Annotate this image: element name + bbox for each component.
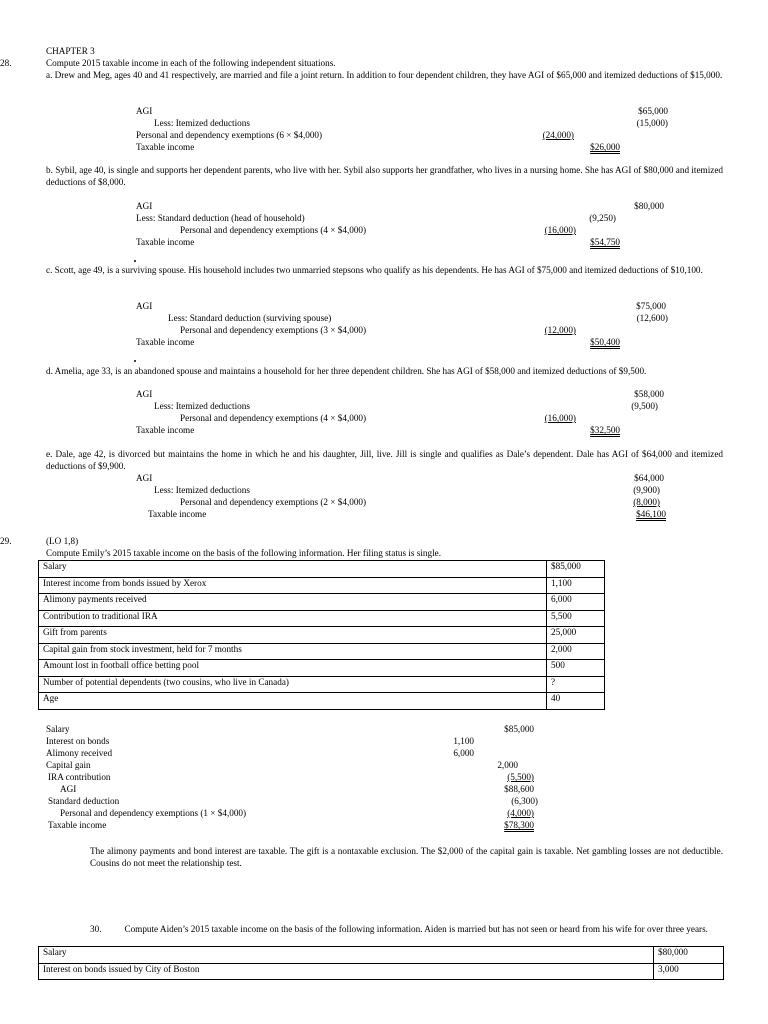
table-cell-value: ? bbox=[547, 676, 605, 693]
q28e-exemption-value: (8,000) bbox=[633, 497, 660, 507]
q29-std-label: Standard deduction bbox=[48, 796, 120, 806]
q29-capgain-value: 2,000 bbox=[497, 760, 518, 770]
stray-mark bbox=[134, 360, 136, 362]
table-cell-value: $85,000 bbox=[547, 561, 605, 578]
table-row bbox=[39, 610, 605, 627]
q29-explanation: The alimony payments and bond interest are taxable. The gift is a nontaxable exclusion. The $2,000 of the capital gain is taxable. Net gambling losses are not deductible. Cousins do not meet the relationship test. bbox=[90, 846, 723, 868]
table-cell-label: Amount lost in football office betting pool bbox=[39, 660, 547, 677]
q28d-agi-label: AGI bbox=[136, 389, 153, 399]
question-30-text bbox=[46, 924, 723, 936]
q28c-exemption-label: Personal and dependency exemptions (3 × $4,000) bbox=[180, 325, 367, 335]
q29-ira-label: IRA contribution bbox=[48, 772, 111, 782]
table-cell-label: Contribution to traditional IRA bbox=[39, 610, 547, 627]
table-row bbox=[39, 676, 605, 693]
table-cell-value: 1,100 bbox=[547, 577, 605, 594]
q29-pers-value: (4,000) bbox=[507, 808, 534, 818]
q28a-text: a. Drew and Meg, ages 40 and 41 respectively, are married and file a joint return. In addition to four dependent children, they have AGI of $65,000 and itemized deductions of $15,000. bbox=[46, 70, 723, 80]
q29-ira-value: (5,500) bbox=[507, 772, 534, 782]
q28a-exemption-label: Personal and dependency exemptions (6 × $4,000) bbox=[136, 130, 323, 140]
q28d-exemption-value: (16,000) bbox=[544, 413, 576, 423]
q28c-taxable-label: Taxable income bbox=[136, 337, 195, 347]
q29-ti-label: Taxable income bbox=[48, 820, 107, 830]
q28d-taxable-value: $32,500 bbox=[590, 425, 620, 435]
q28e-taxable-value: $46,100 bbox=[636, 509, 666, 519]
q28e-exemption-label: Personal and dependency exemptions (2 × $4,000) bbox=[180, 497, 367, 507]
q28d-text: d. Amelia, age 33, is an abandoned spouse and maintains a household for her three dependent children. She has AGI of $58,000 and itemized deductions of $9,500. bbox=[46, 366, 647, 376]
table-cell-value: $80,000 bbox=[654, 947, 724, 964]
q29-salary-value: $85,000 bbox=[504, 724, 534, 734]
table-cell-value: 5,500 bbox=[547, 610, 605, 627]
table-cell-value: 40 bbox=[547, 693, 605, 710]
q28b-agi-label: AGI bbox=[136, 201, 153, 211]
q28a-taxable-label: Taxable income bbox=[136, 142, 195, 152]
q28c-deduction-value: (12,600) bbox=[636, 313, 668, 323]
q28b-agi-value: $80,000 bbox=[634, 201, 664, 211]
table-cell-label: Capital gain from stock investment, held for 7 months bbox=[39, 643, 547, 660]
q28c-text: c. Scott, age 49, is a surviving spouse. His household includes two unmarried stepsons who qualify as his dependents. He has AGI of $75,000 and itemized deductions of $10,100. bbox=[46, 265, 703, 275]
table-row bbox=[39, 627, 605, 644]
question-29-number: 29. bbox=[0, 536, 12, 546]
question-28-intro: Compute 2015 taxable income in each of the following independent situations. bbox=[46, 58, 336, 68]
q29-alimony-value: 6,000 bbox=[453, 748, 474, 758]
table-cell-label: Interest income from bonds issued by Xerox bbox=[39, 577, 547, 594]
table-cell-label: Age bbox=[39, 693, 547, 710]
q28e-deduction-label: Less: Itemized deductions bbox=[154, 485, 250, 495]
table-row bbox=[39, 561, 605, 578]
q28b-text: b. Sybil, age 40, is single and supports her dependent parents, who live with her. Sybil also supports her grandfather, who lives in a nursing home. She has AGI of $80,000 and itemized deductions of $8,000. bbox=[46, 165, 723, 187]
q28a-deduction-value: (15,000) bbox=[636, 118, 668, 128]
q28b-exemption-label: Personal and dependency exemptions (4 × $4,000) bbox=[180, 225, 367, 235]
table-cell-value: 25,000 bbox=[547, 627, 605, 644]
q28a-agi-value: $65,000 bbox=[638, 106, 668, 116]
q28c-agi-value: $75,000 bbox=[636, 301, 666, 311]
table-cell-value: 2,000 bbox=[547, 643, 605, 660]
q29-interest-value: 1,100 bbox=[453, 736, 474, 746]
question-28-number: 28. bbox=[0, 58, 12, 68]
table-cell-label: Salary bbox=[39, 947, 654, 964]
q28d-agi-value: $58,000 bbox=[634, 389, 664, 399]
question-30-intro: Compute Aiden’s 2015 taxable income on the basis of the following information. Aiden is married but has not seen or heard from his wife for over three years. bbox=[124, 924, 708, 934]
q28d-deduction-label: Less: Itemized deductions bbox=[154, 401, 250, 411]
question-29-lo: (LO 1,8) bbox=[46, 536, 79, 546]
table-cell-label: Number of potential dependents (two cousins, who live in Canada) bbox=[39, 676, 547, 693]
q28e-text: e. Dale, age 42, is divorced but maintains the home in which he and his daughter, Jill, live. Jill is single and qualifies as Dale’s dependent. Dale has AGI of $64,000 and itemized deductions of $9,900. bbox=[46, 449, 723, 471]
q28b-taxable-label: Taxable income bbox=[136, 237, 195, 247]
table-cell-value: 3,000 bbox=[654, 963, 724, 980]
table-row bbox=[39, 947, 724, 964]
q29-pers-label: Personal and dependency exemptions (1 × $4,000) bbox=[60, 808, 247, 818]
q28d-deduction-value: (9,500) bbox=[631, 401, 658, 411]
q28b-exemption-value: (16,000) bbox=[544, 225, 576, 235]
q29-std-value: (6,300) bbox=[511, 796, 538, 806]
q29-ti-value: $78,300 bbox=[504, 820, 534, 830]
q28b-taxable-value: $54,750 bbox=[590, 237, 620, 247]
q29-agi-value: $88,600 bbox=[504, 784, 534, 794]
table-cell-label: Alimony payments received bbox=[39, 594, 547, 611]
table-row bbox=[39, 594, 605, 611]
q28c-deduction-label: Less: Standard deduction (surviving spouse) bbox=[168, 313, 332, 323]
q30-info-table bbox=[38, 946, 724, 980]
table-cell-value: 500 bbox=[547, 660, 605, 677]
table-cell-label: Gift from parents bbox=[39, 627, 547, 644]
table-cell-label: Salary bbox=[39, 561, 547, 578]
q29-info-table bbox=[38, 560, 605, 710]
q28d-taxable-label: Taxable income bbox=[136, 425, 195, 435]
table-row bbox=[39, 963, 724, 980]
q29-interest-label: Interest on bonds bbox=[46, 736, 110, 746]
q28a-deduction-label: Less: Itemized deductions bbox=[154, 118, 250, 128]
q28c-exemption-value: (12,000) bbox=[544, 325, 576, 335]
q29-capgain-label: Capital gain bbox=[46, 760, 91, 770]
q28e-taxable-label: Taxable income bbox=[148, 509, 207, 519]
stray-mark bbox=[134, 260, 136, 262]
q28e-agi-label: AGI bbox=[136, 473, 153, 483]
q29-salary-label: Salary bbox=[46, 724, 70, 734]
q28e-agi-value: $64,000 bbox=[634, 473, 664, 483]
q29-agi-label: AGI bbox=[60, 784, 77, 794]
table-cell-value: 6,000 bbox=[547, 594, 605, 611]
q28a-taxable-value: $26,000 bbox=[590, 142, 620, 152]
question-30-number: 30. bbox=[90, 924, 102, 934]
table-row bbox=[39, 577, 605, 594]
chapter-heading: CHAPTER 3 bbox=[46, 46, 95, 56]
table-row bbox=[39, 643, 605, 660]
table-row bbox=[39, 660, 605, 677]
question-29-intro: Compute Emily’s 2015 taxable income on the basis of the following information. Her filing status is single. bbox=[46, 548, 442, 558]
q28e-deduction-value: (9,900) bbox=[633, 485, 660, 495]
q28d-exemption-label: Personal and dependency exemptions (4 × $4,000) bbox=[180, 413, 367, 423]
q29-alimony-label: Alimony received bbox=[46, 748, 113, 758]
q28a-exemption-value: (24,000) bbox=[542, 130, 574, 140]
q28b-deduction-label: Less: Standard deduction (head of household) bbox=[136, 213, 305, 223]
q28b-deduction-value: (9,250) bbox=[589, 213, 616, 223]
q28c-taxable-value: $50,400 bbox=[590, 337, 620, 347]
q28c-agi-label: AGI bbox=[136, 301, 153, 311]
table-cell-label: Interest on bonds issued by City of Boston bbox=[39, 963, 654, 980]
table-row bbox=[39, 693, 605, 710]
q28a-agi-label: AGI bbox=[136, 106, 153, 116]
